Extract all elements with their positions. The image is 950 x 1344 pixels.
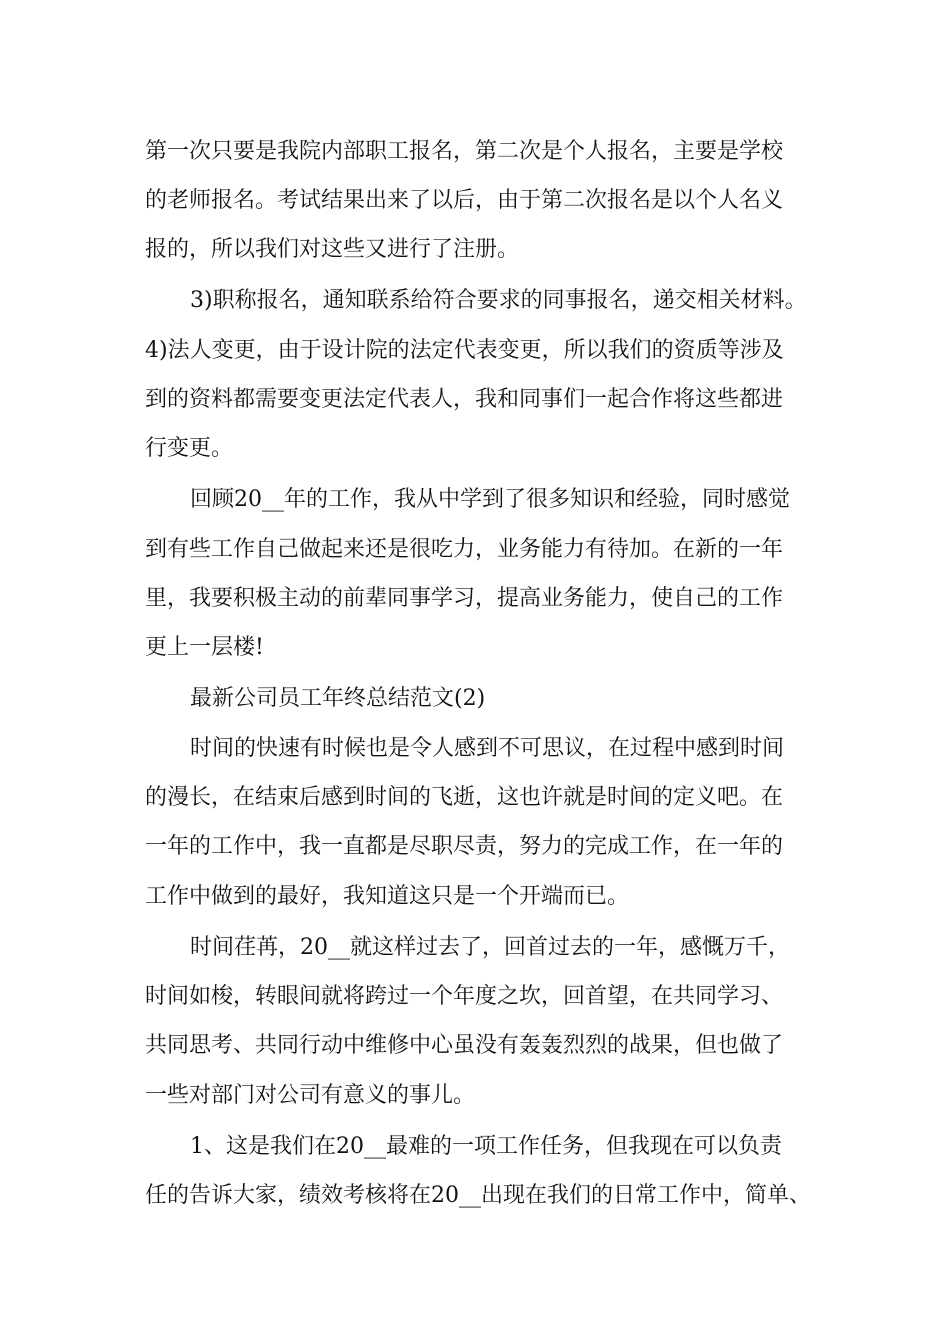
text-line: 报的，所以我们对这些又进行了注册。 <box>145 237 520 262</box>
text-line: 里，我要积极主动的前辈同事学习，提高业务能力，使自己的工作 <box>145 586 784 611</box>
text-line: 时间荏苒，20__就这样过去了，回首过去的一年，感慨万千， <box>190 935 790 960</box>
text-line: 3)职称报名，通知联系给符合要求的同事报名，递交相关材料。 <box>190 288 807 313</box>
text-line: 时间如梭，转眼间就将跨过一个年度之坎，回首望，在共同学习、 <box>145 984 784 1009</box>
text-line: 4)法人变更，由于设计院的法定代表变更，所以我们的资质等涉及 <box>145 338 784 363</box>
section-heading: 最新公司员工年终总结范文(2) <box>190 686 486 711</box>
text-line: 更上一层楼! <box>145 635 264 660</box>
text-line: 时间的快速有时候也是令人感到不可思议，在过程中感到时间 <box>190 736 785 761</box>
text-line: 一些对部门对公司有意义的事儿。 <box>145 1083 476 1108</box>
text-line: 的老师报名。考试结果出来了以后，由于第二次报名是以个人名义 <box>145 188 784 213</box>
text-line: 任的告诉大家，绩效考核将在20__出现在我们的日常工作中，简单、 <box>145 1183 811 1208</box>
text-line: 1、这是我们在20__最难的一项工作任务，但我现在可以负责 <box>190 1134 782 1159</box>
text-line: 行变更。 <box>145 436 234 461</box>
text-line: 的漫长，在结束后感到时间的飞逝，这也许就是时间的定义吧。在 <box>145 785 784 810</box>
text-line: 到有些工作自己做起来还是很吃力，业务能力有待加。在新的一年 <box>145 537 784 562</box>
text-line: 共同思考、共同行动中维修中心虽没有轰轰烈烈的战果，但也做了 <box>145 1033 784 1058</box>
text-line: 第一次只要是我院内部职工报名，第二次是个人报名，主要是学校 <box>145 139 784 164</box>
text-line: 工作中做到的最好，我知道这只是一个开端而已。 <box>145 884 630 909</box>
text-line: 一年的工作中，我一直都是尽职尽责，努力的完成工作，在一年的 <box>145 834 784 859</box>
text-line: 到的资料都需要变更法定代表人，我和同事们一起合作将这些都进 <box>145 387 784 412</box>
text-line: 回顾20__年的工作，我从中学到了很多知识和经验，同时感觉 <box>190 487 790 512</box>
